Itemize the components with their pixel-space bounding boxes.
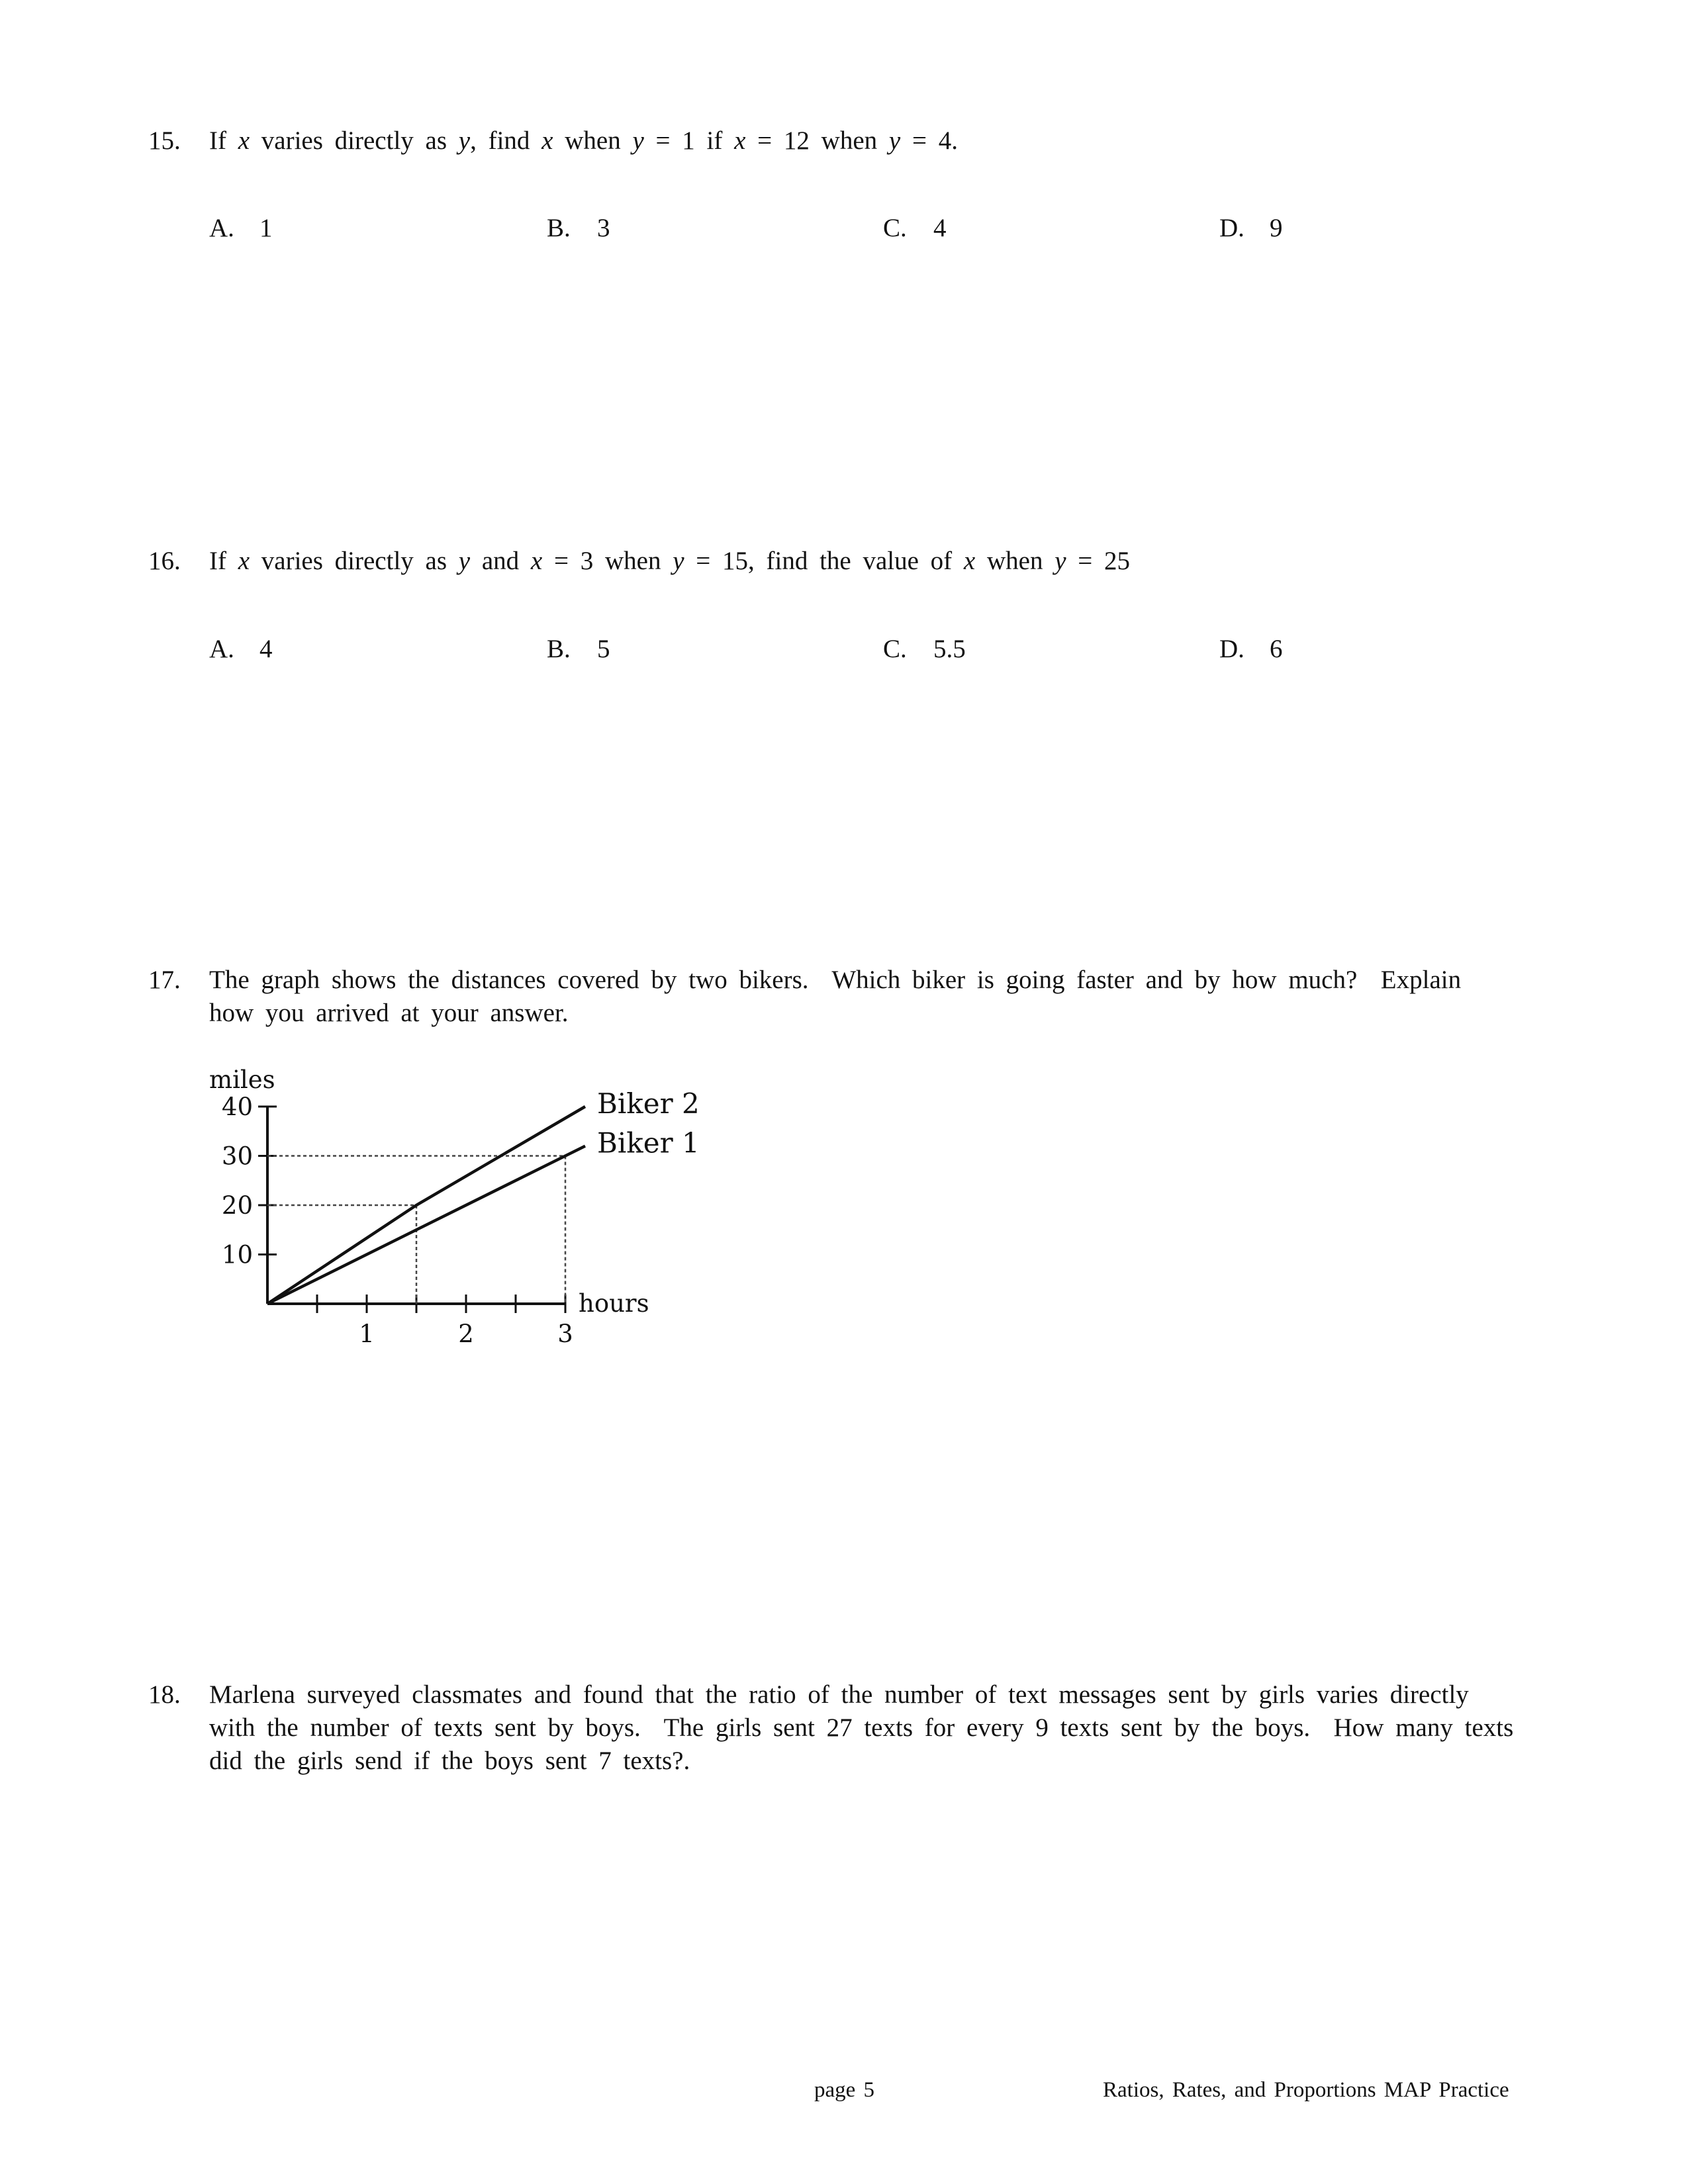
q15-var: x	[734, 126, 746, 155]
question-18-number: 18.	[148, 1680, 181, 1709]
q15-var: x	[541, 126, 553, 155]
y-axis-label: miles	[209, 1066, 275, 1094]
x-tick-label: 1	[359, 1320, 375, 1348]
series-line-biker-1	[267, 1146, 585, 1304]
q16-var: x	[963, 547, 976, 575]
option-value: 1	[259, 214, 273, 242]
q15-var: x	[238, 126, 250, 155]
q15-part: , find	[470, 126, 542, 155]
option-letter: D.	[1219, 635, 1244, 663]
q16-part: varies directly as	[250, 547, 459, 575]
q16-var: y	[673, 547, 684, 575]
q15-part: = 4.	[900, 126, 958, 155]
y-tick-label: 20	[221, 1191, 253, 1220]
question-15-number: 15.	[148, 126, 181, 155]
q16-var: x	[530, 547, 543, 575]
q16-part: = 15, find the value of	[684, 547, 964, 575]
option-value: 3	[597, 214, 610, 242]
x-axis-label: hours	[579, 1289, 649, 1318]
x-tick-label: 2	[458, 1320, 474, 1348]
question-18-line-2: with the number of texts sent by boys. The girls sent 27 texts for every 9 texts sent by the boys. How many texts	[209, 1713, 1514, 1742]
option-letter: C.	[883, 214, 907, 242]
q16-var: y	[458, 547, 471, 575]
q16-part: = 3 when	[542, 547, 673, 575]
q15-var: y	[458, 126, 471, 155]
option-letter: D.	[1219, 214, 1244, 242]
q16-part: when	[975, 547, 1055, 575]
page-number: page 5	[814, 2078, 875, 2102]
x-tick-label: 3	[557, 1320, 573, 1348]
q15-part: = 12 when	[745, 126, 889, 155]
legend-label: Biker 2	[597, 1087, 700, 1120]
question-17-number: 17.	[148, 966, 181, 994]
option-letter: B.	[547, 635, 571, 663]
q15-part: when	[553, 126, 633, 155]
q16-var: x	[238, 547, 250, 575]
option-letter: A.	[209, 635, 234, 663]
footer-title: Ratios, Rates, and Proportions MAP Practice	[1103, 2078, 1509, 2102]
option-value: 4	[259, 635, 273, 663]
option-value: 4	[933, 214, 947, 242]
legend-label: Biker 1	[597, 1126, 700, 1160]
option-value: 6	[1270, 635, 1283, 663]
q15-part: If	[209, 126, 238, 155]
question-18-line-1: Marlena surveyed classmates and found that the ratio of the number of text messages sent by girls varies directly	[209, 1680, 1469, 1709]
option-value: 5	[597, 635, 610, 663]
q15-var: y	[632, 126, 644, 155]
option-letter: C.	[883, 635, 907, 663]
q16-part: = 25	[1066, 547, 1131, 575]
question-17-line-1: The graph shows the distances covered by two bikers. Which biker is going faster and by how much? Explain	[209, 966, 1462, 994]
option-letter: A.	[209, 214, 234, 242]
q16-part: and	[470, 547, 531, 575]
q15-part: varies directly as	[250, 126, 459, 155]
q15-var: y	[888, 126, 901, 155]
q16-var: y	[1055, 547, 1066, 575]
option-value: 5.5	[933, 635, 966, 663]
question-17-line-2: how you arrived at your answer.	[209, 999, 569, 1027]
y-tick-label: 10	[221, 1240, 253, 1269]
q16-part: If	[209, 547, 238, 575]
q15-part: = 1 if	[643, 126, 735, 155]
y-tick-label: 40	[221, 1093, 253, 1121]
option-value: 9	[1270, 214, 1283, 242]
question-16-number: 16.	[148, 547, 181, 575]
option-letter: B.	[547, 214, 571, 242]
y-tick-label: 30	[221, 1142, 253, 1171]
question-18-line-3: did the girls send if the boys sent 7 texts?.	[209, 1747, 690, 1775]
